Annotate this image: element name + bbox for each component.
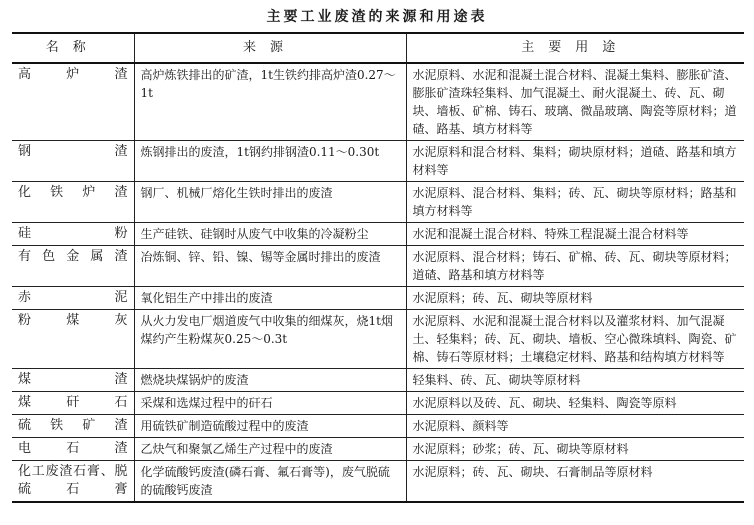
slag-source-cell: 氧化铝生产中排出的废渣 <box>134 287 406 310</box>
slag-name-cell: 赤泥 <box>12 287 134 310</box>
slag-name-cell: 煤渣 <box>12 369 134 392</box>
slag-name-cell: 电石渣 <box>12 438 134 461</box>
industrial-slag-table <box>12 32 744 503</box>
slag-source-cell: 采煤和选煤过程中的矸石 <box>134 392 406 415</box>
slag-source-cell: 高炉炼铁排出的矿渣，1t生铁约排高炉渣0.27～1t <box>134 63 406 141</box>
slag-source-cell: 冶炼铜、锌、铅、镍、锡等金属时排出的废渣 <box>134 246 406 287</box>
slag-name-cell: 煤矸石 <box>12 392 134 415</box>
slag-use-cell: 水泥原料；砂浆；砖、瓦、砌块等原材料 <box>406 438 744 461</box>
slag-use-cell: 水泥原料、混合材料、集料；砖、瓦、砌块等原材料；路基和填方材料等 <box>406 182 744 223</box>
table-row <box>12 461 744 503</box>
slag-source-cell: 炼钢排出的废渣，1t钢约排钢渣0.11～0.30t <box>134 141 406 182</box>
slag-source-cell: 燃烧块煤锅炉的废渣 <box>134 369 406 392</box>
slag-use-cell: 水泥原料、混合材料；铸石、矿棉、砖、瓦、砌块等原材料；道碴、路基和填方材料等 <box>406 246 744 287</box>
slag-use-cell: 水泥原料、颜料等 <box>406 415 744 438</box>
table-row <box>12 392 744 415</box>
slag-use-cell: 水泥原料；砖、瓦、砌块、石膏制品等原材料 <box>406 461 744 503</box>
table-row <box>12 310 744 369</box>
slag-use-cell: 水泥和混凝土混合材料、特殊工程混凝土混合材料等 <box>406 223 744 246</box>
slag-use-cell: 水泥原料和混合材料、集料；砌块原材料；道碴、路基和填方材料等 <box>406 141 744 182</box>
slag-use-cell: 水泥原料；砖、瓦、砌块等原材料 <box>406 287 744 310</box>
slag-source-cell: 生产硅铁、硅钢时从废气中收集的冷凝粉尘 <box>134 223 406 246</box>
table-row <box>12 182 744 223</box>
header-source: 来源 <box>134 33 406 63</box>
slag-source-cell: 化学硫酸钙废渣(磷石膏、氟石膏等)，废气脱硫的硫酸钙废渣 <box>134 461 406 503</box>
slag-source-cell: 乙炔气和聚氯乙烯生产过程中的废渣 <box>134 438 406 461</box>
slag-source-cell: 从火力发电厂烟道废气中收集的细煤灰，烧1t烟煤约产生粉煤灰0.25～0.3t <box>134 310 406 369</box>
slag-name-cell: 化工废渣石膏、脱硫石膏 <box>12 461 134 503</box>
table-row <box>12 438 744 461</box>
slag-use-cell: 水泥原料、水泥和混凝土混合材料以及灌浆材料、加气混凝土、轻集料；砖、瓦、砌块、墙板、空心微珠填料、陶瓷、矿棉、铸石等原材料；土壤稳定材料、路基和结构填方材料等 <box>406 310 744 369</box>
table-row <box>12 141 744 182</box>
slag-name-cell: 硫铁矿渣 <box>12 415 134 438</box>
slag-source-cell: 钢厂、机械厂熔化生铁时排出的废渣 <box>134 182 406 223</box>
slag-name-cell: 高炉渣 <box>12 63 134 141</box>
header-row <box>12 33 744 63</box>
table-row <box>12 415 744 438</box>
table-row <box>12 63 744 141</box>
slag-name-cell: 有色金属渣 <box>12 246 134 287</box>
slag-source-cell: 用硫铁矿制造硫酸过程中的废渣 <box>134 415 406 438</box>
table-row <box>12 287 744 310</box>
header-use: 主要用途 <box>406 33 744 63</box>
slag-name-cell: 化铁炉渣 <box>12 182 134 223</box>
table-row <box>12 369 744 392</box>
slag-name-cell: 粉煤灰 <box>12 310 134 369</box>
slag-name-cell: 钢渣 <box>12 141 134 182</box>
table-title: 主要工业废渣的来源和用途表 <box>266 9 488 25</box>
slag-use-cell: 水泥原料以及砖、瓦、砌块、轻集料、陶瓷等原料 <box>406 392 744 415</box>
table-row <box>12 246 744 287</box>
slag-use-cell: 轻集料、砖、瓦、砌块等原材料 <box>406 369 744 392</box>
header-name: 名称 <box>12 33 134 63</box>
slag-use-cell: 水泥原料、水泥和混凝土混合材料、混凝土集料、膨胀矿渣、膨胀矿渣珠轻集料、加气混凝土、耐火混凝土、砖、瓦、砌块、墙板、矿棉、铸石、玻璃、微晶玻璃、陶瓷等原材料；道碴、路基、填方材料等 <box>406 63 744 141</box>
slag-name-cell: 硅粉 <box>12 223 134 246</box>
table-row <box>12 223 744 246</box>
